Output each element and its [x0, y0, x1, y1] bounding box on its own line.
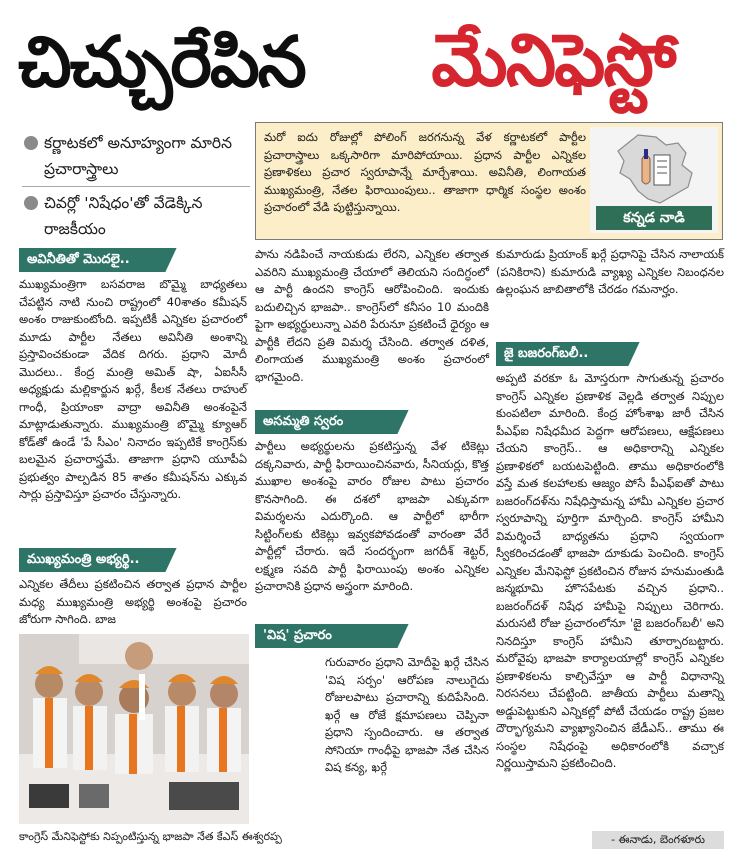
news-photo: [19, 634, 249, 824]
section-header-jai-bajrangbali: జై బజరంగ్‌బలీ..: [496, 342, 646, 366]
headline-part2: మేనిఫెస్టో: [431, 18, 675, 102]
kicker-1-text: కర్ణాటకలో అనూహ్యంగా మారిన ప్రచారాస్త్రాలు: [44, 134, 232, 178]
kicker-2-text: చివర్లో 'నిషేధం'తో వేడెక్కిన రాజకీయం: [44, 194, 203, 238]
photo-caption: కాంగ్రెస్ మేనిఫెస్టోకు నిప్పంటిస్తున్న భాజపా నేత కేఎస్ ఈశ్వరప్ప: [19, 826, 249, 848]
column-1-text-b: ఎన్నికల తేదీలు ప్రకటించిన తర్వాత ప్రధాన పార్టీల మధ్య ముఖ్యమంత్రి అభ్యర్థి అంశంపై ప్రచారం జోరుగా సాగింది. బాజ: [19, 577, 247, 626]
bullet-dot-icon: [24, 196, 38, 210]
headline-part1: చిచ్చురేపిన: [18, 21, 305, 103]
column-3-text-a: కుమారుడు ప్రియాంక్ ఖర్గే ప్రధానిపై చేసిన నాలాయక్ (పనికిరాని) కుమారుడి వ్యాఖ్య ఎన్నికల నిబంధనల ఉల్లంఘన జాబితాలోకి చేరడం గమనార్హం.: [496, 247, 724, 296]
intro-text: మరో ఐదు రోజుల్లో పోలింగ్ జరగనున్న వేళ కర్ణాటకలో పార్టీల ప్రచారాస్త్రాలు ఒక్కసారిగా మారిపోయాయి. ప్రధాన పార్టీల ఎన్నికల ప్రణాళికలు ప్రచార స్వరూపాన్నే మార్చేశాయి. అవినీతి, లింగాయత ముఖ్యమంత్రి, నేతల ఫిరాయింపులు.. తాజాగా ధార్మిక సంస్థల అంశం ప్రచారంలో వేడి పుట్టిస్తున్నాయి.: [264, 130, 586, 214]
column-1-text-a: ముఖ్యమంత్రిగా బసవరాజ బొమ్మై బాధ్యతలు చేపట్టిన నాటి నుంచి రాష్ట్రంలో 40శాతం కమీషన్ అంశం రాజుకుంటోంది. ఇప్పటికీ ఎన్నికల ప్రచారంలో మూడు పార్టీల నేతలు అవినీతి అంశాన్ని ప్రస్తావించకుండా వేదిక దిగరు. ప్రధాని మోదీ మొదలు.. కేంద్ర మంత్రి అమిత్ షా, ఏఐసీసీ అధ్యక్షుడు మల్లికార్జున ఖర్గే, కీలక నేతలు రాహుల్ గాంధీ, ప్రియాంకా వాద్రా అవినీతి అంశంపైనే మాట్లాడుతున్నారు. ముఖ్యమంత్రి బొమ్మై క్యూఆర్ కోడ్‌తో ఉండే 'పే సీఎం' నినాదం ఇప్పటికే కాంగ్రెస్‌కు బలమైన ప్రచారాస్త్రమే. తాజాగా ప్రధాని యూపీఏ ప్రభుత్వం పాల్పడిన 85 శాతం కమీషన్‌ను ఎక్కువ సార్లు ప్రస్తావిస్తూ ప్రచారం చేస్తున్నారు.: [19, 277, 247, 501]
byline: - ఈనాడు, బెంగళూరు: [592, 831, 724, 849]
kicker-1: [24, 130, 250, 182]
kannada-nadi-logo: [590, 127, 718, 233]
kicker-divider: [22, 186, 250, 187]
intro-logo-label: కన్నడ నాడి: [596, 206, 712, 230]
section-header-corruption: అవినీతితో మొదలై..: [19, 248, 183, 272]
kicker-2: [24, 190, 250, 242]
column-3-text-b: అప్పటి వరకూ ఓ మోస్తరుగా సాగుతున్న ప్రచారం కాంగ్రెస్ ఎన్నికల ప్రణాళిక వెల్లడి తర్వాత నిప్పుల కుంపటిలా మారింది. కేంద్ర హోంశాఖ జారీ చేసిన పీఎఫ్ఐ నిషేధమీద పెద్దగా ఆరోపణలు, ఆక్షేపణలు చేయని కాంగ్రెస్.. ఆ అధికారాన్ని ఎన్నికల ప్రణాళికలో బయటపెట్టింది. తాము అధికారంలోకి వస్తే మత కలహాలకు ఆజ్యం పోసే పీఎఫ్ఐతో పాటు బజరంగ్‌దళ్‌ను నిషేధిస్తామన్న హామీ ఎన్నికల ప్రచార స్వరూపాన్ని పూర్తిగా మార్చింది. కాంగ్రెస్ హామీని విమర్శించే బాధ్యతను ప్రధాని స్వయంగా స్వీకరించడంతో భాజపా దూకుడు పెంచింది. కాంగ్రెస్ ఎన్నికల మేనిఫెస్టో ప్రకటించిన రోజున హనుమంతుడి జన్మభూమి హొసపేటకు వచ్చిన ప్రధాని.. బజరంగ్‌దళ్ నిషేధ హామీపై నిప్పులు చెరిగారు. మరుసటి రోజు ప్రచారంలోనూ 'జై బజరంగ్‌బలీ' అని నినదిస్తూ కాంగ్రెస్ హామీని తూర్పారబట్టారు. మరోవైపు భాజపా కార్యాలయాల్లో కాంగ్రెస్ ఎన్నికల ప్రణాళికలను కాల్చివేస్తూ ఆ పార్టీ విధానాన్ని నిరసనలు చేపట్టింది. జాతీయ పార్టీలు మతాన్ని అడ్డుపెట్టుకుని ఎన్నికల్లో పోటీ చేయడం రాష్ట్ర ప్రజల దౌర్భాగ్యమని వ్యాఖ్యానించిన జేడీఎస్.. తాము ఈ సంస్థల నిషేధంపై అధికారంలోకి వచ్చాక నిర్ణయిస్తామని ప్రకటించింది.: [496, 371, 724, 770]
section-header-poison-campaign: 'విష' ప్రచారం: [255, 624, 415, 648]
column-2-text-c: గురువారం ప్రధాని మోదీపై ఖర్గే చేసిన 'విష సర్పం' ఆరోపణ నాలుగైదు రోజులపాటు ప్రచారాన్ని కుదిపేసింది. ఖర్గే ఆ రోజే క్షమాపణలు చెప్పినా ప్రధాని స్పందించారు. ఆ తర్వాత సోనియా గాంధీపై భాజపా నేత చేసిన విష కన్య, ఖర్గే: [325, 655, 489, 774]
intro-box: [255, 122, 723, 240]
section-header-cm-candidate: ముఖ్యమంత్రి అభ్యర్థి..: [19, 548, 183, 572]
headline: [0, 0, 729, 122]
bullet-dot-icon: [24, 136, 38, 150]
photo-illustration: [19, 634, 249, 824]
column-2-text-a: పాను నడిపించే నాయకుడు లేరని, ఎన్నికల తర్వాత ఎవరిని ముఖ్యమంత్రి చేయాలో తెలియని సందిగ్ధంలో ఆ పార్టీ ఉందని కాంగ్రెస్ ఆరోపించింది. ఇందుకు బదులిచ్చిన భాజపా.. కాంగ్రెస్‌లో కనీసం 10 మందికి పైగా అభ్యర్థులున్నా ఎవరి పేరునూ ప్రకటించే ధైర్యం ఆ పార్టీకి లేదని ప్రతి విమర్శ చేసింది. తర్వాత దళిత, లింగాయత ముఖ్యమంత్రి అంశం ప్రచారంలో భాగమైంది.: [255, 247, 489, 384]
karnataka-map-icon: [608, 133, 702, 205]
section-header-dissent: అసమ్మతి స్వరం: [255, 410, 415, 434]
column-2-text-b: పార్టీలు అభ్యర్థులను ప్రకటిస్తున్న వేళ టికెట్లు దక్కనివారు, పార్టీ ఫిరాయించినవారు, సీనియర్లు, కొత్త ముఖాల అంశంపై వారం రోజుల పాటు ప్రచారం కొనసాగింది. ఈ దశలో భాజపా ఎక్కువగా విమర్శలను ఎదుర్కొంది. ఆ పార్టీలో భారీగా సిట్టింగ్‌లకు టికెట్లు ఇవ్వకపోవడంతో వారంతా వేరే పార్టీల్లో చేరారు. ఇదే సందర్భంగా జగదీశ్ శెట్టర్, లక్ష్మణ సవది పార్టీ ఫిరాయింపు అంశం ఎన్నికల ప్రచారానికి ప్రధాన అస్త్రంగా మారింది.: [255, 439, 489, 593]
